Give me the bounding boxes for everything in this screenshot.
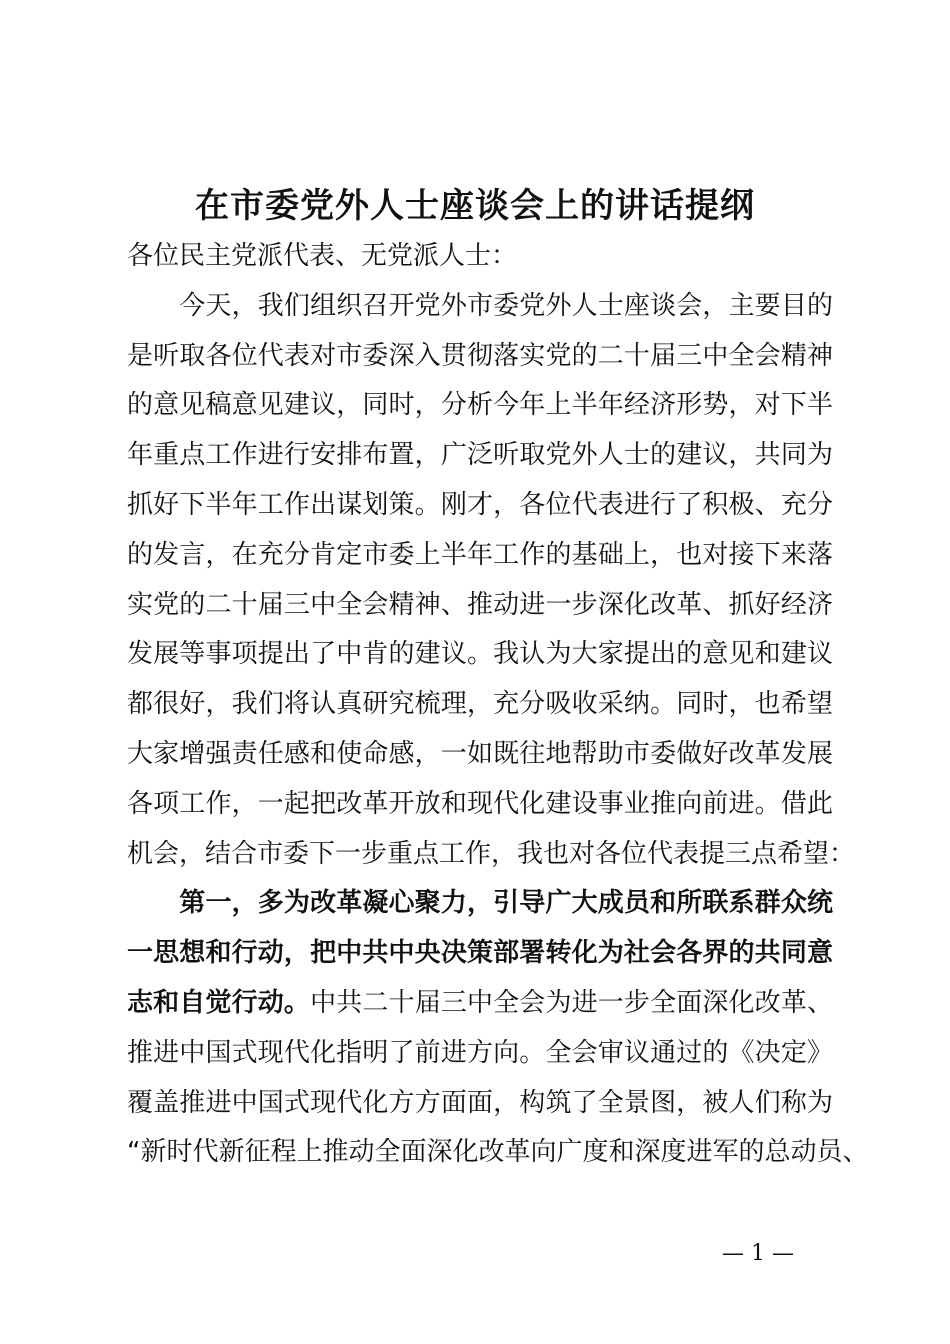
salutation: 各位民主党派代表、无党派人士： [127, 241, 518, 271]
paragraph-line: 大家增强责任感和使命感，一如既往地帮助市委做好改革发展 [127, 738, 833, 769]
document-title: 在市委党外人士座谈会上的讲话提纲 [195, 186, 755, 226]
bold-heading-end: 志和自觉行动。 [127, 987, 311, 1018]
paragraph-line: 抓好下半年工作出谋划策。刚才，各位代表进行了积极、充分 [127, 489, 833, 520]
mixed-line [127, 979, 833, 1029]
paragraph-line: 都很好，我们将认真研究梳理，充分吸收采纳。同时，也希望 [127, 689, 833, 720]
paragraph-line: 的发言，在充分肯定市委上半年工作的基础上，也对接下来落 [127, 539, 833, 570]
paragraph-line: 各项工作，一起把改革开放和现代化建设事业推向前进。借此 [127, 788, 833, 819]
paragraph-line: 是听取各位代表对市委深入贯彻落实党的二十届三中全会精神 [127, 340, 833, 371]
paragraph-line: 覆盖推进中国式现代化方方面面，构筑了全景图，被人们称为 [127, 1087, 833, 1118]
page-number: — 1 — [722, 1241, 794, 1266]
document-body [127, 232, 869, 1178]
paragraph-line: 年重点工作进行安排布置，广泛听取党外人士的建议，共同为 [127, 440, 833, 471]
paragraph-line: 的意见稿意见建议，同时，分析今年上半年经济形势，对下半 [127, 390, 833, 421]
bold-heading-line: 第一，多为改革凝心聚力，引导广大成员和所联系群众统 [127, 888, 833, 919]
paragraph-line: 今天，我们组织召开党外市委党外人士座谈会，主要目的 [127, 290, 833, 321]
paragraph-line: 推进中国式现代化指明了前进方向。全会审议通过的《决定》 [127, 1037, 833, 1068]
paragraph-line: 实党的二十届三中全会精神、推动进一步深化改革、抓好经济 [127, 589, 833, 620]
paragraph-line: “新时代新征程上推动全面深化改革向广度和深度进军的总动员、 [127, 1137, 869, 1168]
paragraph-text: 中共二十届三中全会为进一步全面深化改革、 [310, 987, 833, 1018]
paragraph-line: 发展等事项提出了中肯的建议。我认为大家提出的意见和建议 [127, 639, 833, 670]
bold-heading-line: 一思想和行动，把中共中央决策部署转化为社会各界的共同意 [127, 938, 833, 969]
paragraph-line: 机会，结合市委下一步重点工作，我也对各位代表提三点希望： [127, 838, 856, 869]
